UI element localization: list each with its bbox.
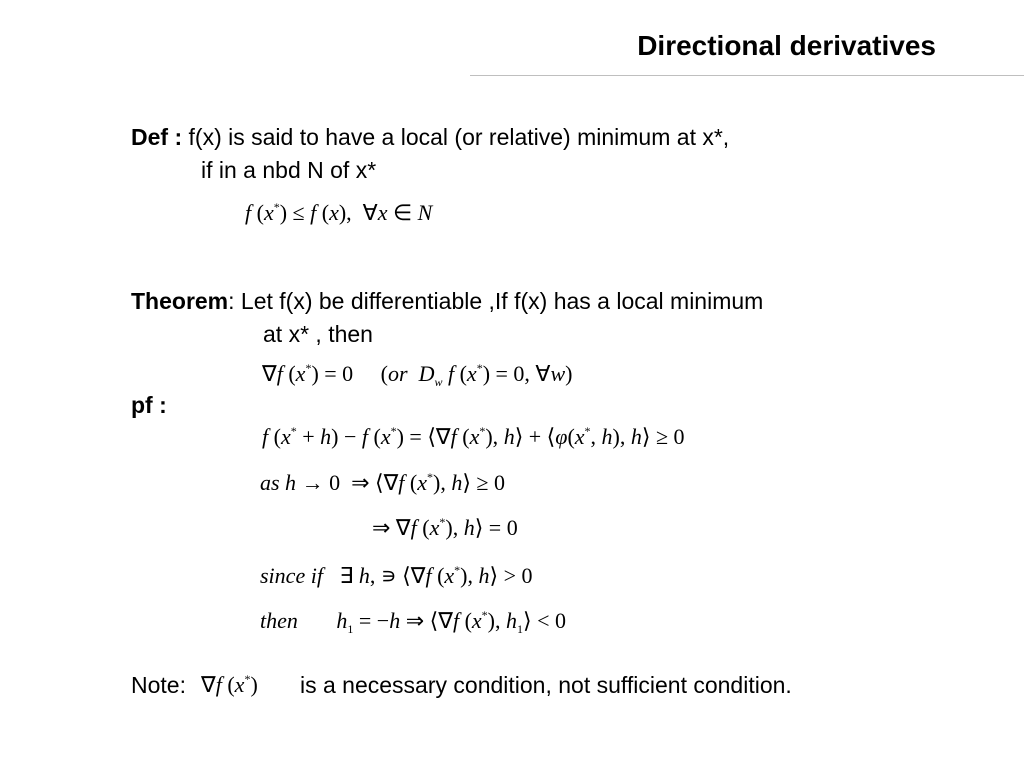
definition-line-2: if in a nbd N of x* — [201, 157, 377, 183]
proof-label: pf : — [131, 392, 167, 418]
theorem-line-1 — [131, 288, 763, 315]
proof-line-2: as h → 0 ⇒ ⟨∇f (x*), h⟩ ≥ 0 — [260, 470, 506, 495]
title-divider — [470, 75, 1024, 76]
proof-line-5: then $h_1 = -h$ ⇒ ⟨∇f (x*), $h_1⟩ < 0$ — [260, 608, 566, 636]
definition-label: Def : — [131, 124, 183, 150]
theorem-formula: ∇f (x*) = 0 (or $D_w$ f (x*) = 0, ∀w) — [262, 361, 573, 389]
proof-line-3: ⇒ ∇f (x*), h⟩ = 0 — [372, 515, 518, 540]
definition-line-1 — [131, 124, 729, 151]
theorem-line-2: at x* , then — [263, 321, 373, 347]
slide-title: Directional derivatives — [637, 30, 936, 61]
theorem-label: Theorem — [131, 288, 229, 314]
note-text: is a necessary condition, not sufficient condition. — [300, 672, 792, 698]
definition-formula: f (x*) ≤ f (x), ∀x ∈ N — [245, 200, 433, 225]
note-formula: ∇f (x*) — [201, 672, 258, 697]
proof-line-1: f (x* + h) − f (x*) = ⟨∇f (x*), h⟩ + ⟨φ(x*, h), h⟩ ≥ 0 — [262, 424, 685, 449]
proof-line-4: since if ∃ h, ∍ ⟨∇f (x*), h⟩ > 0 — [260, 563, 533, 588]
theorem-text-1: : Let f(x) be differentiable ,If f(x) has a local minimum — [228, 288, 764, 314]
definition-text-1: f(x) is said to have a local (or relative) minimum at x*, — [188, 124, 730, 150]
note-label: Note: — [131, 672, 186, 698]
